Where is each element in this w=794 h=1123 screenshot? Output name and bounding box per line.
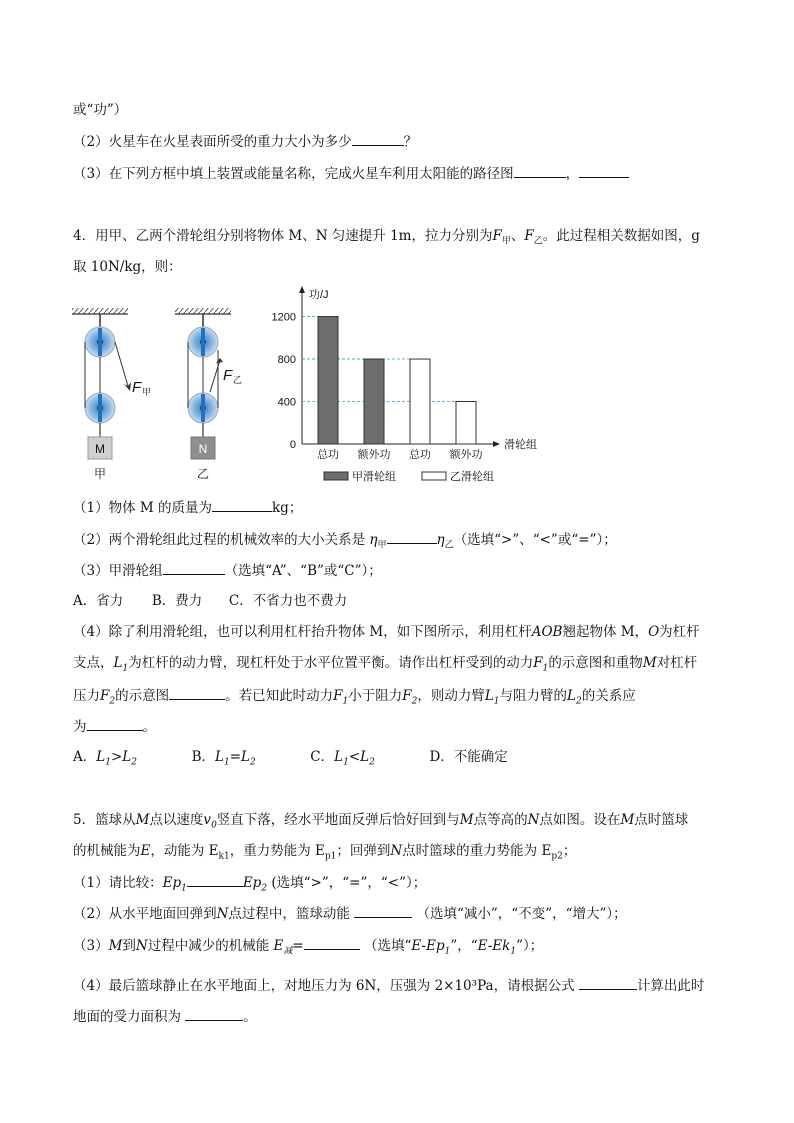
q4-stem-line2: 取 10N/kg，则： [73,259,182,275]
legend-label-jia: 甲滑轮组 [352,471,396,483]
x-axis-arrow [493,441,500,447]
option-d[interactable]: D．不能确定 [429,749,508,765]
legend-label-yi: 乙滑轮组 [450,471,494,483]
pulley-jia-label: 甲 [93,467,107,481]
legend-swatch-jia [324,472,348,480]
q5-stem-line2: 的机械能为E，动能为 $E_{k1}$，重力势能为 $E_{p1}$；回弹到N点时篮球的重力势能为 $E_{p2}$； [73,843,577,862]
chart-legend [324,469,494,483]
q4-part2: （2）两个滑轮组此过程的机械效率的大小关系是 $\eta_甲$ $\eta_乙$（选填“>”、“<”或“=”）； [73,529,754,556]
option-b[interactable]: B．费力 [151,593,203,609]
q5-stem-line1: 5．篮球从M点以速度$v_0$竖直下落，经水平地面反弹后恰好回到与M点等高的N点如图。设在M点时篮球 [73,812,689,831]
y-tick-label: 0 [289,439,296,451]
weight-N-label: N [198,442,208,456]
q3-part2: （2）火星车在火星表面所受的重力大小为多少 ？ [73,131,754,152]
pulley-bracket [98,394,102,422]
x-category-label: 总功 [317,449,339,461]
q4-part4-line3: 压力$F_2$的示意图 。若已知此时动力$F_1$小于阻力$F_2$，则动力臂$L_1$与阻力臂的$L_2$的关系应 [73,685,754,712]
answer-blank[interactable] [579,163,629,178]
q5-part3: （3）M到N过程中减少的机械能 $E_减=$ （选填“$E-Ep_1$”，“$E-Ek_1$”）； [73,935,754,962]
q4-part4-line1: （4）除了利用滑轮组，也可以利用杠杆抬升物体 M，如下图所示，利用杠杆AOB翘起物体 M，O为杠杆 [73,624,700,640]
y-tick-label: 400 [277,396,296,409]
force-label-F: F [132,379,142,396]
chart-bars [318,317,476,444]
chart-y-ticks [272,312,296,451]
chart-bar [456,402,476,444]
rope [115,342,128,386]
arrow-head [216,358,223,363]
x-category-label: 总功 [409,449,431,461]
answer-blank[interactable] [87,716,143,731]
q3-continuation: 或“功”） [73,102,128,118]
force-label-sub: 甲 [142,387,152,397]
pulley-yi-label: 乙 [196,467,210,481]
q4-part4-line4: 为 。 [73,716,754,737]
chart-category-labels [317,447,483,461]
force-label-sub: 乙 [233,375,243,385]
q3-part3: （3）在下列方框中填上装置或能量名称，完成火星车利用太阳能的路径图 ， [73,163,754,184]
option-b[interactable]: B．$L_1=L_2$ [191,749,256,768]
chart-bar [410,359,430,444]
y-tick-label: 1200 [271,311,296,324]
q5-part4-line1: （4）最后篮球静止在水平地面上，对地压力为 6N，压强为 2×10³Pa，请根据公式 计算出此时 [73,975,754,996]
q4-part4-line2: 支点，$L_1$为杠杆的动力臂，现杠杆处于水平位置平衡。请作出杠杆受到的动力$F_1$的示意图和重物M对杠杆 [73,655,698,674]
chart-bar [318,317,338,444]
q4-part3: （3）甲滑轮组 （选填“A”、“B”或“C”）； [73,560,754,581]
pulley-bracket [98,328,102,356]
answer-blank[interactable] [579,975,637,990]
q4-part4-options [73,747,754,773]
ceiling-hatch [175,308,231,314]
figure-svg [60,282,620,492]
x-category-label: 额外功 [449,449,483,461]
answer-blank[interactable] [514,163,566,178]
answer-blank[interactable] [163,560,225,575]
q4-part1: （1）物体 M 的质量为 kg； [73,497,754,518]
pulley-system-yi [175,308,242,481]
option-c[interactable]: C．$L_1<L_2$ [310,749,375,768]
pulley-system-jia [72,308,151,481]
answer-blank[interactable] [185,1006,243,1021]
force-label-F: F [223,367,233,384]
answer-blank[interactable] [354,903,412,918]
q5-part2: （2）从水平地面回弹到N点过程中，篮球动能 （选填“减小”，“不变”，“增大”）； [73,903,754,924]
pulley-bracket [201,394,205,422]
option-a[interactable]: A．$L_1>L_2$ [73,749,137,768]
work-bar-chart [272,286,537,483]
q4-part3-options [73,591,754,611]
option-c[interactable]: C．不省力也不费力 [228,593,348,609]
q4-stem-line1: 4．用甲、乙两个滑轮组分别将物体 M、N 匀速提升 1m，拉力分别为$F_甲$、$F_乙$。此过程相关数据如图，g [73,228,700,247]
answer-blank[interactable] [352,131,404,146]
y-axis-label: 功/J [309,289,329,301]
y-axis-arrow [299,286,305,293]
answer-blank[interactable] [212,497,272,512]
x-category-label: 额外功 [357,449,391,461]
legend-swatch-yi [422,472,446,480]
ceiling-hatch [72,308,128,314]
chart-bar [364,359,384,444]
pulley-bracket [201,328,205,356]
x-axis-label: 滑轮组 [504,439,537,451]
answer-blank[interactable] [169,685,225,700]
q5-part1: （1）请比较：$Ep_1$ $Ep_2$ (选填“>”，“=”，“<”）； [73,872,754,899]
y-tick-label: 800 [277,354,296,367]
weight-M-label: M [95,442,105,456]
answer-blank[interactable] [304,935,360,950]
answer-blank[interactable] [387,529,437,544]
option-a[interactable]: A．省力 [73,593,124,609]
q4-figure [60,282,620,492]
q5-part4-line2: 地面的受力面积为 。 [73,1006,754,1027]
answer-blank[interactable] [187,872,243,887]
